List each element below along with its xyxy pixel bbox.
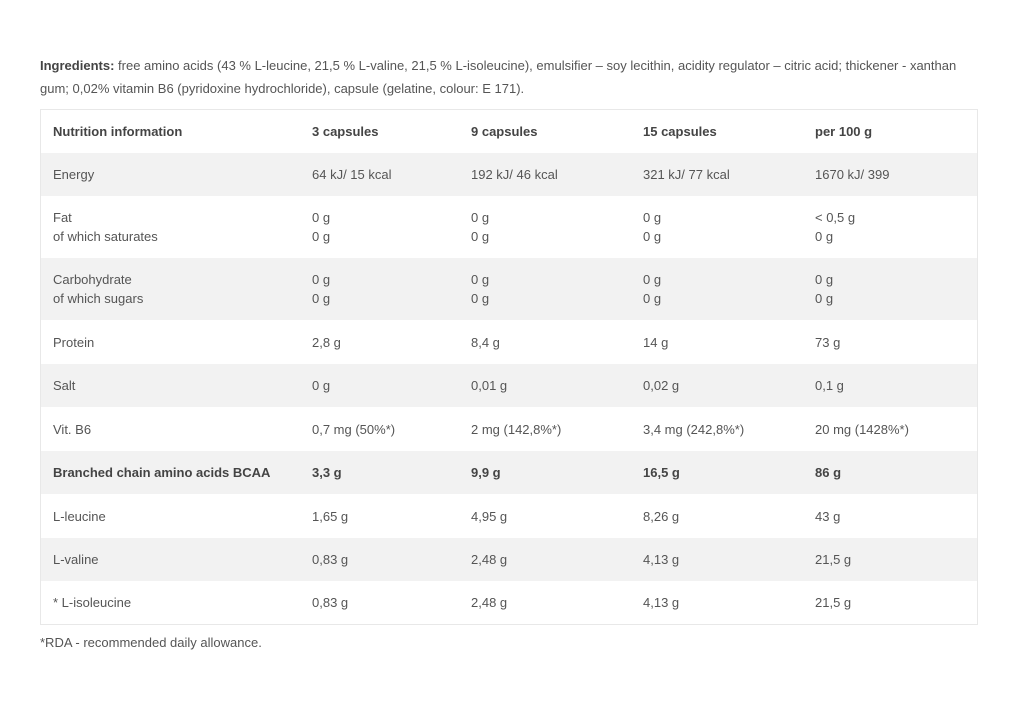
row-label: of which sugars xyxy=(53,291,144,306)
cell-value: 0 g xyxy=(471,229,490,244)
cell-value: 2 mg (142,8%*) xyxy=(471,421,562,437)
cell-value: 2,48 g xyxy=(471,552,508,567)
cell-value: 73 g xyxy=(815,334,841,350)
cell-value: 0 g xyxy=(815,272,834,287)
value-cell xyxy=(312,463,471,482)
cell-value: 0,83 g xyxy=(312,552,349,567)
header-per-100g: per 100 g xyxy=(815,124,873,139)
header-15-capsules: 15 capsules xyxy=(643,124,717,139)
cell-value: 0 g xyxy=(815,291,834,306)
value-cell xyxy=(643,208,815,246)
cell-value: 64 kJ/ 15 kcal xyxy=(312,167,392,182)
cell-value: 0 g xyxy=(312,229,331,244)
value-cell xyxy=(815,270,975,308)
value-cell xyxy=(471,507,643,526)
cell-value: 3,3 g xyxy=(312,465,342,480)
table-row xyxy=(41,320,977,364)
cell-value: 0,02 g xyxy=(643,378,680,393)
row-label-cell xyxy=(41,165,312,184)
cell-value: 2,48 g xyxy=(471,595,508,610)
value-cell xyxy=(312,208,471,246)
value-cell xyxy=(815,208,975,246)
value-cell xyxy=(815,463,975,482)
row-label: Fat xyxy=(53,210,72,225)
cell-value: 2,8 g xyxy=(312,334,341,350)
cell-value: 0 g xyxy=(471,210,490,225)
row-label: Branched chain amino acids BCAA xyxy=(53,465,271,480)
cell-value: 0 g xyxy=(312,378,331,393)
row-label: Vit. B6 xyxy=(53,421,92,437)
cell-value: 14 g xyxy=(643,334,669,350)
cell-value: 0 g xyxy=(643,291,662,306)
value-cell xyxy=(815,550,975,569)
row-label: Energy xyxy=(53,167,95,182)
row-label-cell xyxy=(41,376,312,395)
cell-value: 0 g xyxy=(312,272,331,287)
value-cell xyxy=(312,333,471,352)
row-label: Salt xyxy=(53,378,76,393)
value-cell xyxy=(643,593,815,612)
value-cell xyxy=(312,376,471,395)
value-cell xyxy=(312,550,471,569)
cell-value: 4,95 g xyxy=(471,508,508,524)
row-label: of which saturates xyxy=(53,229,158,244)
value-cell xyxy=(471,208,643,246)
row-label: * L-isoleucine xyxy=(53,595,132,610)
value-cell xyxy=(643,333,815,352)
header-9-capsules: 9 capsules xyxy=(471,124,538,139)
table-row xyxy=(41,407,977,451)
nutrition-section xyxy=(40,54,978,650)
value-cell xyxy=(815,420,975,439)
row-label: L-leucine xyxy=(53,508,106,524)
cell-value: 20 mg (1428%*) xyxy=(815,421,909,437)
cell-value: 1670 kJ/ 399 xyxy=(815,167,890,182)
value-cell xyxy=(643,165,815,184)
ingredients-text-line2: gum; 0,02% vitamin B6 (pyridoxine hydrochloride), capsule (gelatine, colour: E 171). xyxy=(40,81,525,96)
cell-value: 321 kJ/ 77 kcal xyxy=(643,167,730,182)
row-label-cell xyxy=(41,550,312,569)
table-row xyxy=(41,538,977,581)
row-label: L-valine xyxy=(53,552,99,567)
value-cell xyxy=(471,593,643,612)
cell-value: 0 g xyxy=(643,229,662,244)
cell-value: 0 g xyxy=(643,210,662,225)
table-row xyxy=(41,494,977,538)
value-cell xyxy=(815,376,975,395)
row-label-cell xyxy=(41,208,312,246)
cell-value: 3,4 mg (242,8%*) xyxy=(643,421,745,437)
value-cell xyxy=(643,270,815,308)
nutrition-table xyxy=(40,109,978,625)
value-cell xyxy=(471,165,643,184)
value-cell xyxy=(643,376,815,395)
cell-value: 86 g xyxy=(815,465,842,480)
value-cell xyxy=(643,507,815,526)
value-cell xyxy=(471,550,643,569)
table-row xyxy=(41,153,977,196)
value-cell xyxy=(815,593,975,612)
value-cell xyxy=(643,420,815,439)
table-row xyxy=(41,196,977,258)
row-label-cell xyxy=(41,593,312,612)
value-cell xyxy=(312,270,471,308)
cell-value: 0 g xyxy=(815,229,834,244)
table-header-row xyxy=(41,110,977,153)
cell-value: 1,65 g xyxy=(312,508,349,524)
cell-value: 9,9 g xyxy=(471,465,501,480)
cell-value: 0 g xyxy=(471,272,490,287)
value-cell xyxy=(312,507,471,526)
cell-value: 8,4 g xyxy=(471,334,500,350)
row-label: Protein xyxy=(53,334,95,350)
row-label: Carbohydrate xyxy=(53,272,132,287)
cell-value: 43 g xyxy=(815,508,841,524)
header-nutrition-information: Nutrition information xyxy=(53,124,183,139)
cell-value: 21,5 g xyxy=(815,552,852,567)
header-3-capsules: 3 capsules xyxy=(312,124,379,139)
value-cell xyxy=(471,463,643,482)
value-cell xyxy=(312,165,471,184)
value-cell xyxy=(312,593,471,612)
cell-value: 0 g xyxy=(312,291,331,306)
cell-value: 4,13 g xyxy=(643,552,680,567)
value-cell xyxy=(815,165,975,184)
ingredients-text-line1: free amino acids (43 % L-leucine, 21,5 % L-valine, 21,5 % L-isoleucine), emulsifier – soy lecithin, acidity regulator – citric acid; thickener - xanthan xyxy=(114,58,957,73)
value-cell xyxy=(471,376,643,395)
rda-footnote: *RDA - recommended daily allowance. xyxy=(40,635,262,650)
cell-value: 192 kJ/ 46 kcal xyxy=(471,167,558,182)
value-cell xyxy=(471,420,643,439)
cell-value: 0,7 mg (50%*) xyxy=(312,421,396,437)
row-label-cell xyxy=(41,463,312,482)
ingredients-paragraph xyxy=(40,54,978,100)
table-row xyxy=(41,258,977,320)
row-label-cell xyxy=(41,420,312,439)
cell-value: < 0,5 g xyxy=(815,210,856,225)
row-label-cell xyxy=(41,333,312,352)
row-label-cell xyxy=(41,507,312,526)
value-cell xyxy=(312,420,471,439)
cell-value: 0,01 g xyxy=(471,378,508,393)
value-cell xyxy=(643,550,815,569)
cell-value: 21,5 g xyxy=(815,595,852,610)
ingredients-label: Ingredients: xyxy=(40,58,115,73)
cell-value: 0 g xyxy=(312,210,331,225)
table-body xyxy=(41,153,977,624)
cell-value: 0 g xyxy=(471,291,490,306)
table-row xyxy=(41,451,977,494)
cell-value: 0 g xyxy=(643,272,662,287)
cell-value: 8,26 g xyxy=(643,508,680,524)
cell-value: 16,5 g xyxy=(643,465,680,480)
cell-value: 0,83 g xyxy=(312,595,349,610)
table-row xyxy=(41,581,977,624)
cell-value: 4,13 g xyxy=(643,595,680,610)
cell-value: 0,1 g xyxy=(815,378,844,393)
value-cell xyxy=(815,333,975,352)
table-row xyxy=(41,364,977,407)
value-cell xyxy=(471,333,643,352)
value-cell xyxy=(471,270,643,308)
row-label-cell xyxy=(41,270,312,308)
value-cell xyxy=(643,463,815,482)
value-cell xyxy=(815,507,975,526)
